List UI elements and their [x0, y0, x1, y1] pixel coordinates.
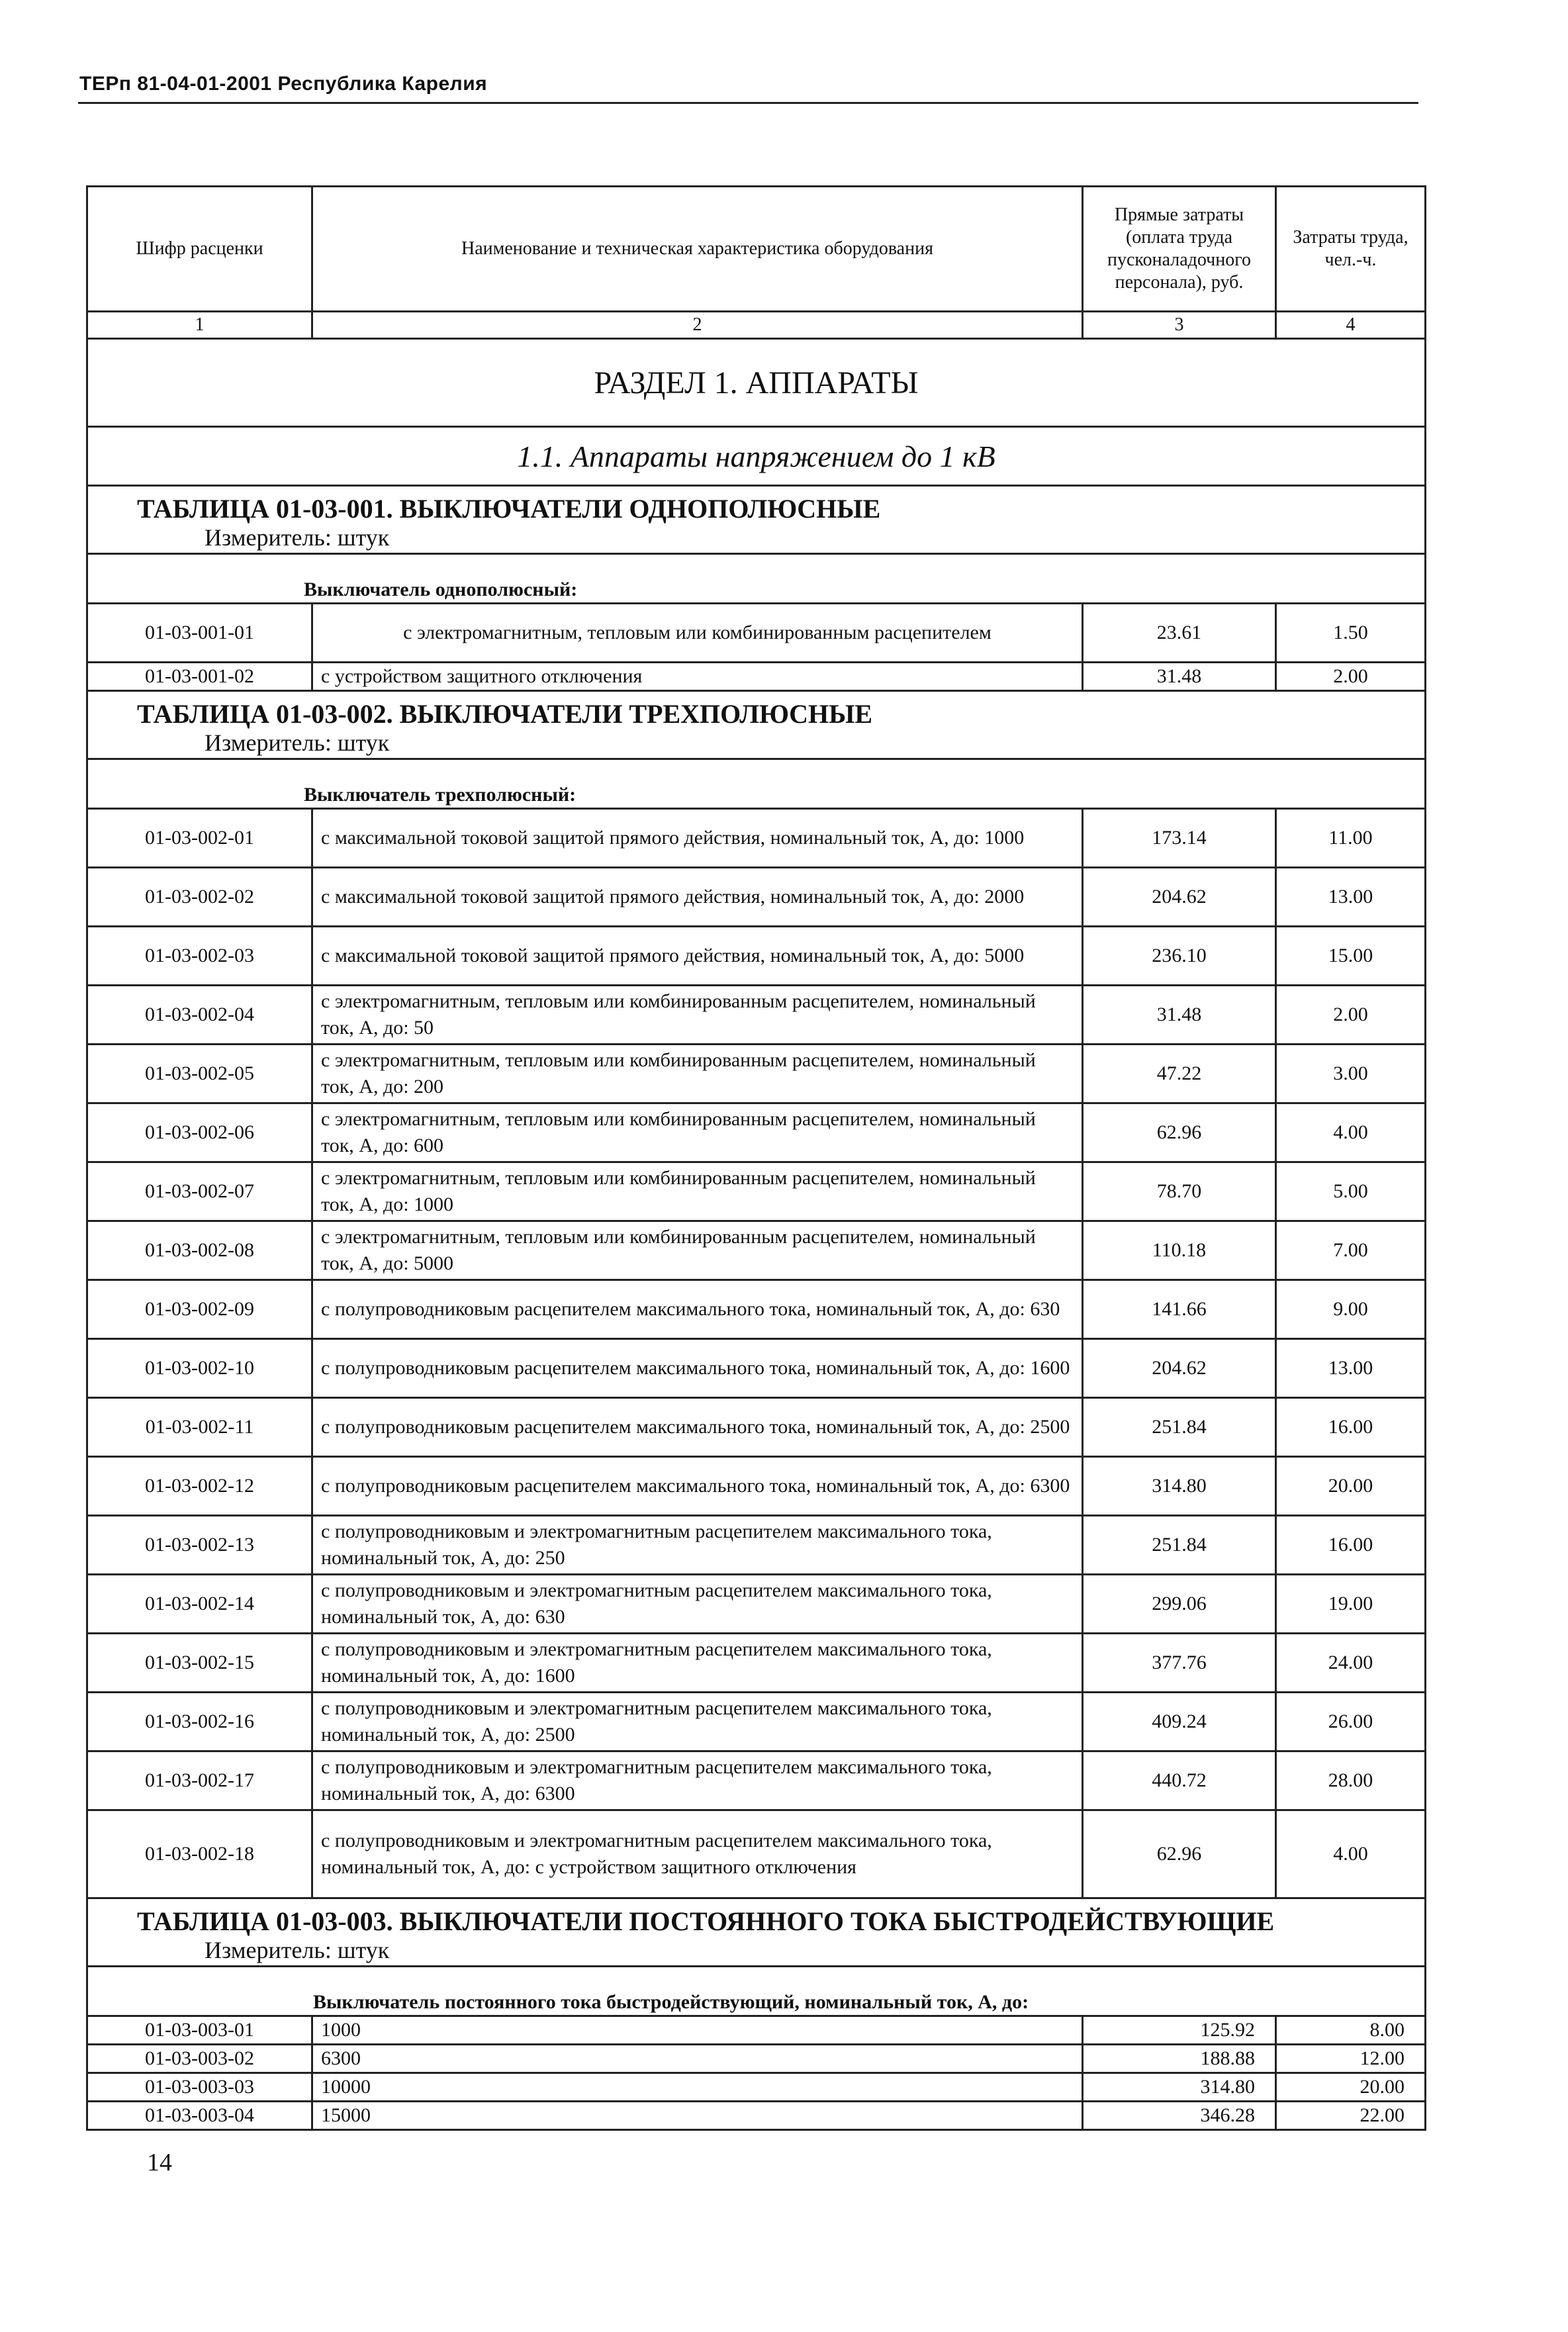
table-title-cell: [87, 1898, 1426, 1967]
row-cost: 251.84: [1083, 1398, 1276, 1457]
row-cost: 62.96: [1083, 1810, 1276, 1898]
row-labor: 4.00: [1276, 1103, 1426, 1162]
row-cost: 31.48: [1083, 663, 1276, 691]
row-code: 01-03-002-05: [87, 1045, 312, 1103]
table-row: [87, 1516, 1426, 1575]
row-code: 01-03-002-06: [87, 1103, 312, 1162]
table-row: [87, 1339, 1426, 1398]
column-number-row: [87, 312, 1426, 339]
row-cost: 236.10: [1083, 927, 1276, 986]
row-cost: 125.92: [1083, 2016, 1276, 2045]
row-cost: 173.14: [1083, 809, 1276, 868]
table-row: [87, 2016, 1426, 2045]
row-code: 01-03-002-18: [87, 1810, 312, 1898]
row-description: 10000: [312, 2073, 1083, 2102]
row-labor: 2.00: [1276, 663, 1426, 691]
row-cost: 204.62: [1083, 868, 1276, 927]
table-row: [87, 1162, 1426, 1221]
row-description: с полупроводниковым и электромагнитным расцепителем максимального тока, номинальный ток, А, до: 250: [312, 1516, 1083, 1575]
col-number-4: 4: [1276, 312, 1426, 339]
row-description: с полупроводниковым и электромагнитным расцепителем максимального тока, номинальный ток, А, до: с устройством защитного отключения: [312, 1810, 1083, 1898]
subsection-title: 1.1. Аппараты напряжением до 1 кВ: [87, 427, 1426, 486]
row-description: с полупроводниковым расцепителем максимального тока, номинальный ток, А, до: 6300: [312, 1457, 1083, 1516]
table-row: [87, 1751, 1426, 1810]
row-cost: 31.48: [1083, 986, 1276, 1045]
row-description: с полупроводниковым и электромагнитным расцепителем максимального тока, номинальный ток, А, до: 6300: [312, 1751, 1083, 1810]
table-row: [87, 1045, 1426, 1103]
row-code: 01-03-002-16: [87, 1693, 312, 1751]
row-description: с полупроводниковым расцепителем максимального тока, номинальный ток, А, до: 1600: [312, 1339, 1083, 1398]
table-row: [87, 868, 1426, 927]
table-title: ТАБЛИЦА 01-03-002. ВЫКЛЮЧАТЕЛИ ТРЕХПОЛЮСНЫЕ: [137, 699, 873, 729]
row-cost: 110.18: [1083, 1221, 1276, 1280]
row-labor: 16.00: [1276, 1516, 1426, 1575]
subsection-row: [87, 427, 1426, 486]
row-code: 01-03-003-01: [87, 2016, 312, 2045]
row-labor: 24.00: [1276, 1634, 1426, 1693]
row-description: с полупроводниковым расцепителем максимального тока, номинальный ток, А, до: 2500: [312, 1398, 1083, 1457]
group-label: Выключатель однополюсный:: [87, 554, 1426, 604]
row-cost: 23.61: [1083, 604, 1276, 663]
table-row: [87, 1457, 1426, 1516]
row-description: с полупроводниковым расцепителем максимального тока, номинальный ток, А, до: 630: [312, 1280, 1083, 1339]
page-number: 14: [147, 2149, 172, 2176]
col-number-1: 1: [87, 312, 312, 339]
row-description: с полупроводниковым и электромагнитным расцепителем максимального тока, номинальный ток, А, до: 1600: [312, 1634, 1083, 1693]
row-description: с максимальной токовой защитой прямого действия, номинальный ток, А, до: 2000: [312, 868, 1083, 927]
row-cost: 62.96: [1083, 1103, 1276, 1162]
row-code: 01-03-002-15: [87, 1634, 312, 1693]
row-description: с устройством защитного отключения: [312, 663, 1083, 691]
row-code: 01-03-002-12: [87, 1457, 312, 1516]
row-labor: 20.00: [1276, 2073, 1426, 2102]
row-labor: 28.00: [1276, 1751, 1426, 1810]
table-measure: Измеритель: штук: [205, 729, 390, 756]
row-cost: 204.62: [1083, 1339, 1276, 1398]
table-title-row: [87, 691, 1426, 759]
row-labor: 2.00: [1276, 986, 1426, 1045]
row-code: 01-03-002-07: [87, 1162, 312, 1221]
row-code: 01-03-002-14: [87, 1575, 312, 1634]
row-labor: 3.00: [1276, 1045, 1426, 1103]
row-labor: 26.00: [1276, 1693, 1426, 1751]
row-cost: 141.66: [1083, 1280, 1276, 1339]
table-row: [87, 2045, 1426, 2073]
row-cost: 47.22: [1083, 1045, 1276, 1103]
row-labor: 5.00: [1276, 1162, 1426, 1221]
row-labor: 9.00: [1276, 1280, 1426, 1339]
row-labor: 22.00: [1276, 2102, 1426, 2130]
row-code: 01-03-003-03: [87, 2073, 312, 2102]
row-cost: 299.06: [1083, 1575, 1276, 1634]
row-labor: 12.00: [1276, 2045, 1426, 2073]
col-header-name: Наименование и техническая характеристика оборудования: [312, 187, 1083, 312]
table-header-row: [87, 187, 1426, 312]
row-cost: 188.88: [1083, 2045, 1276, 2073]
row-description: с максимальной токовой защитой прямого действия, номинальный ток, А, до: 5000: [312, 927, 1083, 986]
table-row: [87, 2073, 1426, 2102]
row-description: с полупроводниковым и электромагнитным расцепителем максимального тока, номинальный ток, А, до: 2500: [312, 1693, 1083, 1751]
row-description: с электромагнитным, тепловым или комбинированным расцепителем, номинальный ток, А, до: 50: [312, 986, 1083, 1045]
row-cost: 377.76: [1083, 1634, 1276, 1693]
row-description: с электромагнитным, тепловым или комбинированным расцепителем, номинальный ток, А, до: 600: [312, 1103, 1083, 1162]
document-header: ТЕРп 81-04-01-2001 Республика Карелия: [79, 73, 488, 95]
table-row: [87, 1398, 1426, 1457]
table-row: [87, 1575, 1426, 1634]
section-title: РАЗДЕЛ 1. АППАРАТЫ: [87, 339, 1426, 427]
col-number-3: 3: [1083, 312, 1276, 339]
row-description: с максимальной токовой защитой прямого действия, номинальный ток, А, до: 1000: [312, 809, 1083, 868]
table-row: [87, 663, 1426, 691]
row-labor: 1.50: [1276, 604, 1426, 663]
table-title-row: [87, 1898, 1426, 1967]
row-labor: 20.00: [1276, 1457, 1426, 1516]
group-row: [87, 1967, 1426, 2016]
row-cost: 314.80: [1083, 2073, 1276, 2102]
price-table: [86, 185, 1426, 2131]
row-description: с электромагнитным, тепловым или комбинированным расцепителем, номинальный ток, А, до: 1000: [312, 1162, 1083, 1221]
row-cost: 440.72: [1083, 1751, 1276, 1810]
table-row: [87, 1280, 1426, 1339]
table-row: [87, 809, 1426, 868]
col-number-2: 2: [312, 312, 1083, 339]
row-description: 6300: [312, 2045, 1083, 2073]
table-row: [87, 1221, 1426, 1280]
table-measure: Измеритель: штук: [205, 524, 390, 551]
col-header-labor: Затраты труда, чел.-ч.: [1276, 187, 1426, 312]
table-title: ТАБЛИЦА 01-03-001. ВЫКЛЮЧАТЕЛИ ОДНОПОЛЮСНЫЕ: [137, 494, 881, 524]
row-description: с электромагнитным, тепловым или комбинированным расцепителем: [312, 604, 1083, 663]
row-code: 01-03-003-04: [87, 2102, 312, 2130]
row-description: 15000: [312, 2102, 1083, 2130]
row-cost: 314.80: [1083, 1457, 1276, 1516]
row-code: 01-03-001-01: [87, 604, 312, 663]
row-code: 01-03-001-02: [87, 663, 312, 691]
row-cost: 346.28: [1083, 2102, 1276, 2130]
table-title-cell: [87, 691, 1426, 759]
table-row: [87, 1103, 1426, 1162]
col-header-code: Шифр расценки: [87, 187, 312, 312]
section-row: [87, 339, 1426, 427]
row-code: 01-03-002-10: [87, 1339, 312, 1398]
row-labor: 13.00: [1276, 1339, 1426, 1398]
table-measure: Измеритель: штук: [205, 1937, 390, 1963]
row-code: 01-03-002-13: [87, 1516, 312, 1575]
table-row: [87, 986, 1426, 1045]
row-labor: 7.00: [1276, 1221, 1426, 1280]
row-labor: 16.00: [1276, 1398, 1426, 1457]
row-cost: 251.84: [1083, 1516, 1276, 1575]
table-row: [87, 1693, 1426, 1751]
row-labor: 8.00: [1276, 2016, 1426, 2045]
table-row: [87, 1810, 1426, 1898]
row-code: 01-03-002-02: [87, 868, 312, 927]
row-code: 01-03-002-09: [87, 1280, 312, 1339]
row-code: 01-03-003-02: [87, 2045, 312, 2073]
row-description: с электромагнитным, тепловым или комбинированным расцепителем, номинальный ток, А, до: 5000: [312, 1221, 1083, 1280]
header-rule: [78, 102, 1418, 104]
row-labor: 15.00: [1276, 927, 1426, 986]
row-code: 01-03-002-11: [87, 1398, 312, 1457]
table-title: ТАБЛИЦА 01-03-003. ВЫКЛЮЧАТЕЛИ ПОСТОЯННОГО ТОКА БЫСТРОДЕЙСТВУЮЩИЕ: [137, 1906, 1275, 1936]
row-code: 01-03-002-03: [87, 927, 312, 986]
col-header-cost: Прямые затраты (оплата труда пусконаладочного персонала), руб.: [1083, 187, 1276, 312]
row-labor: 19.00: [1276, 1575, 1426, 1634]
group-row: [87, 554, 1426, 604]
group-label: Выключатель постоянного тока быстродействующий, номинальный ток, А, до:: [87, 1967, 1426, 2016]
table-row: [87, 1634, 1426, 1693]
row-code: 01-03-002-08: [87, 1221, 312, 1280]
row-description: 1000: [312, 2016, 1083, 2045]
row-description: с полупроводниковым и электромагнитным расцепителем максимального тока, номинальный ток, А, до: 630: [312, 1575, 1083, 1634]
row-code: 01-03-002-17: [87, 1751, 312, 1810]
row-cost: 409.24: [1083, 1693, 1276, 1751]
group-row: [87, 759, 1426, 809]
table-row: [87, 604, 1426, 663]
group-label: Выключатель трехполюсный:: [87, 759, 1426, 809]
row-labor: 13.00: [1276, 868, 1426, 927]
row-cost: 78.70: [1083, 1162, 1276, 1221]
table-row: [87, 2102, 1426, 2130]
row-description: с электромагнитным, тепловым или комбинированным расцепителем, номинальный ток, А, до: 200: [312, 1045, 1083, 1103]
row-labor: 11.00: [1276, 809, 1426, 868]
table-title-cell: [87, 486, 1426, 554]
row-code: 01-03-002-04: [87, 986, 312, 1045]
row-code: 01-03-002-01: [87, 809, 312, 868]
row-labor: 4.00: [1276, 1810, 1426, 1898]
table-row: [87, 927, 1426, 986]
table-title-row: [87, 486, 1426, 554]
